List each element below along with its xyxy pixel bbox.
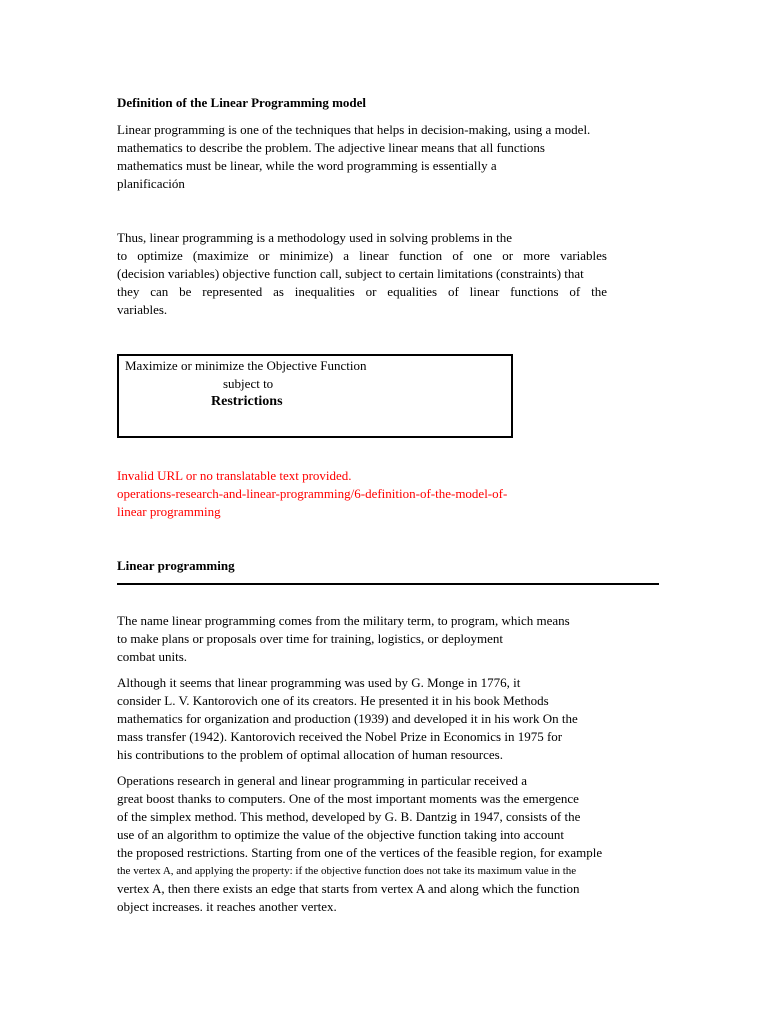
box-line-subject-to: subject to <box>223 376 274 391</box>
paragraph-line: the proposed restrictions. Starting from one of the vertices of the feasible region, for example <box>117 845 603 860</box>
box-line-restrictions: Restrictions <box>211 394 283 409</box>
paragraph-line: of the simplex method. This method, developed by G. B. Dantzig in 1947, consists of the <box>117 809 581 824</box>
paragraph-methodology <box>117 229 607 319</box>
red-note-line: linear programming <box>117 504 221 519</box>
paragraph-military-term <box>117 612 570 666</box>
paragraph-line: planificación <box>117 176 185 191</box>
box-line-objective: Maximize or minimize the Objective Function <box>125 358 367 373</box>
paragraph-line: his contributions to the problem of optimal allocation of human resources. <box>117 747 503 762</box>
heading-linear-programming: Linear programming <box>117 558 235 573</box>
paragraph-line: use of an algorithm to optimize the value of the objective function taking into account <box>117 827 564 842</box>
paragraph-line: Although it seems that linear programming was used by G. Monge in 1776, it <box>117 675 521 690</box>
paragraph-line: the vertex A, and applying the property: if the objective function does not take its maximum value in the <box>117 865 577 877</box>
paragraph-line: Operations research in general and linear programming in particular received a <box>117 773 528 788</box>
paragraph-line: mathematics for organization and production (1939) and developed it in his work On the <box>117 711 578 726</box>
paragraph-simplex <box>117 772 602 916</box>
heading-definition: Definition of the Linear Programming model <box>117 95 367 110</box>
paragraph-line: mathematics must be linear, while the word programming is essentially a <box>117 158 497 173</box>
paragraph-intro <box>117 121 590 193</box>
paragraph-line: Thus, linear programming is a methodology used in solving problems in the <box>117 230 513 245</box>
paragraph-line: Linear programming is one of the techniques that helps in decision-making, using a model. <box>117 122 591 137</box>
paragraph-line: vertex A, then there exists an edge that starts from vertex A and along which the function <box>117 881 580 896</box>
horizontal-rule <box>117 583 659 585</box>
paragraph-history <box>117 674 578 764</box>
red-note-line: operations-research-and-linear-programming/6-definition-of-the-model-of- <box>117 486 508 501</box>
red-note-line: Invalid URL or no translatable text provided. <box>117 468 352 483</box>
paragraph-line: (decision variables) objective function call, subject to certain limitations (constraints) that <box>117 266 584 281</box>
paragraph-line: to optimize (maximize or minimize) a linear function of one or more variables <box>117 248 607 263</box>
paragraph-line: object increases. it reaches another vertex. <box>117 899 337 914</box>
paragraph-line: combat units. <box>117 649 188 664</box>
red-note <box>117 467 507 521</box>
objective-function-box <box>117 354 513 438</box>
paragraph-line: variables. <box>117 302 168 317</box>
paragraph-line: mathematics to describe the problem. The adjective linear means that all functions <box>117 140 545 155</box>
paragraph-line: mass transfer (1942). Kantorovich received the Nobel Prize in Economics in 1975 for <box>117 729 563 744</box>
paragraph-line: they can be represented as inequalities or equalities of linear functions of the <box>117 284 607 299</box>
paragraph-line: great boost thanks to computers. One of the most important moments was the emergence <box>117 791 579 806</box>
paragraph-line: to make plans or proposals over time for training, logistics, or deployment <box>117 631 503 646</box>
paragraph-line: The name linear programming comes from the military term, to program, which means <box>117 613 570 628</box>
paragraph-line: consider L. V. Kantorovich one of its creators. He presented it in his book Methods <box>117 693 549 708</box>
